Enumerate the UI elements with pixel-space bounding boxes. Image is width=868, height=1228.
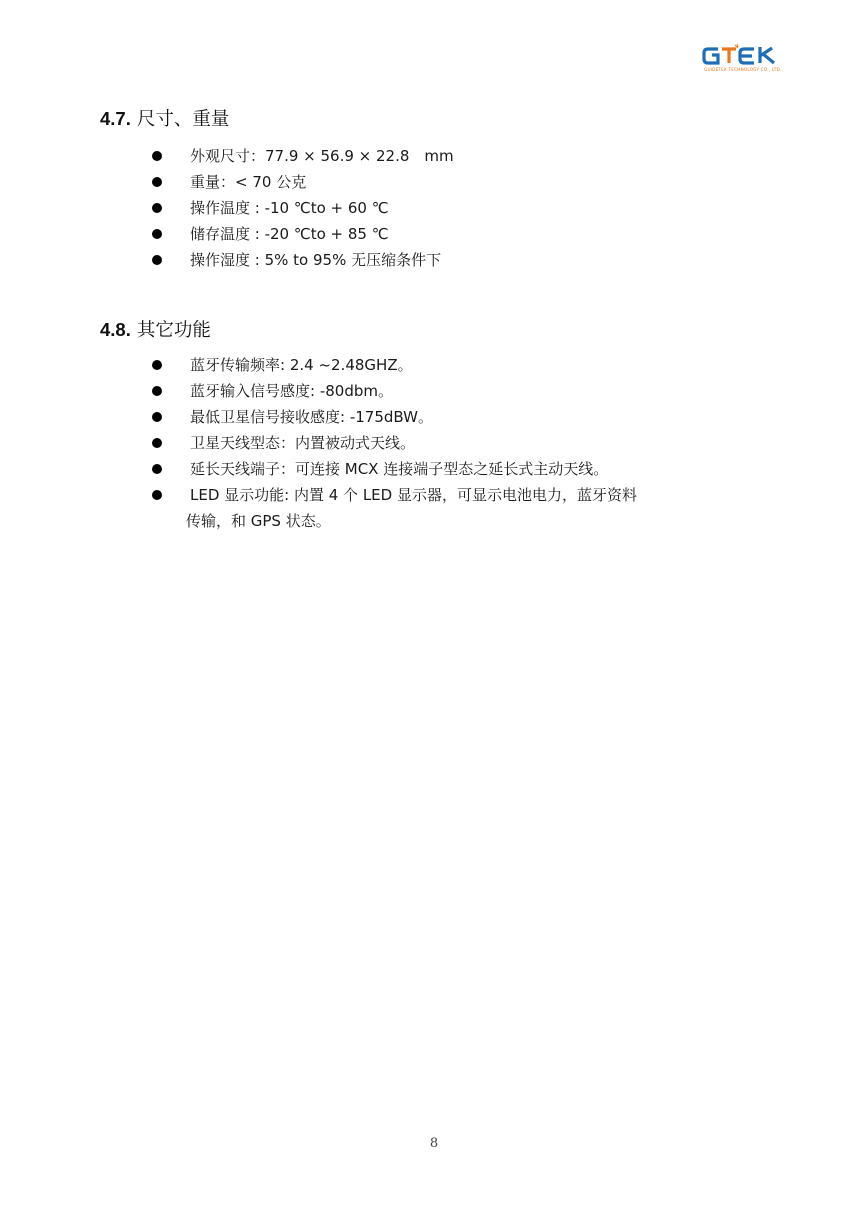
- company-logo: [700, 40, 800, 76]
- bullet-icon: [152, 229, 162, 239]
- specs-list-other-features: [150, 352, 637, 534]
- gtek-wordmark-icon: [702, 44, 798, 66]
- list-item: [150, 378, 637, 404]
- list-item: [150, 195, 454, 221]
- bullet-icon: [152, 438, 162, 448]
- bullet-icon: [152, 412, 162, 422]
- list-item: [150, 143, 454, 169]
- list-item: [150, 456, 637, 482]
- list-item: [150, 352, 637, 378]
- section-heading-4-8: [100, 316, 211, 342]
- bullet-icon: [152, 360, 162, 370]
- section-number: 4.8.: [100, 319, 131, 340]
- bullet-icon: [152, 151, 162, 161]
- list-item: [150, 404, 637, 430]
- list-item-text-continuation: 传输，和 GPS 状态。: [186, 512, 331, 530]
- specs-list-dimensions: [150, 143, 454, 273]
- list-item-text: 最低卫星信号接收感度: -175dBW。: [190, 408, 433, 426]
- list-item-text: 储存温度 : -20 ℃to + 85 ℃: [190, 225, 389, 243]
- list-item: [150, 221, 454, 247]
- bullet-icon: [152, 490, 162, 500]
- list-item-text: 操作湿度 : 5% to 95% 无压缩条件下: [190, 251, 442, 269]
- list-item: [150, 247, 454, 273]
- list-item-text: LED 显示功能: 内置 4 个 LED 显示器，可显示电池电力，蓝牙资料: [190, 486, 637, 504]
- bullet-icon: [152, 177, 162, 187]
- list-item: [150, 430, 637, 456]
- page-number: 8: [429, 1136, 439, 1151]
- list-item-text: 蓝牙传输频率: 2.4 ~2.48GHZ。: [190, 356, 413, 374]
- bullet-icon: [152, 203, 162, 213]
- list-item-text: 重量：< 70 公克: [190, 173, 307, 191]
- list-item: [150, 482, 637, 534]
- section-title: 其它功能: [136, 320, 211, 341]
- list-item-text: 延长天线端子：可连接 MCX 连接端子型态之延长式主动天线。: [190, 460, 609, 478]
- bullet-icon: [152, 464, 162, 474]
- list-item-text: 卫星天线型态：内置被动式天线。: [190, 434, 416, 452]
- section-title: 尺寸、重量: [136, 109, 230, 130]
- section-heading-4-7: [100, 105, 229, 131]
- bullet-icon: [152, 386, 162, 396]
- section-number: 4.7.: [100, 108, 131, 129]
- list-item: [150, 169, 454, 195]
- list-item-text: 外观尺寸：77.9 × 56.9 × 22.8 mm: [190, 147, 454, 165]
- bullet-icon: [152, 255, 162, 265]
- list-item-text: 操作温度 : -10 ℃to + 60 ℃: [190, 199, 389, 217]
- logo-tagline: GUIDETEK TECHNOLOGY CO., LTD.: [704, 67, 782, 72]
- list-item-text: 蓝牙输入信号感度: -80dbm。: [190, 382, 393, 400]
